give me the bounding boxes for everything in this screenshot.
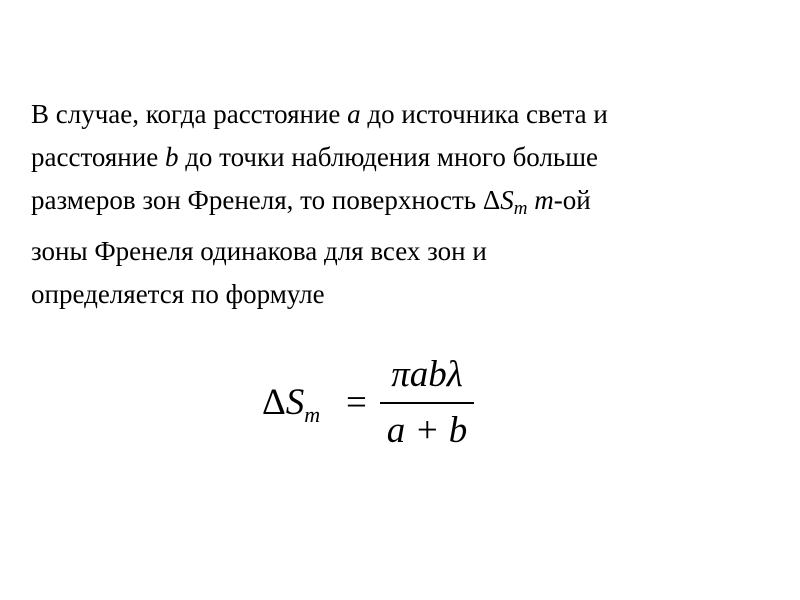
variable-m: m bbox=[534, 185, 554, 215]
text-segment: до точки наблюдения много больше bbox=[178, 142, 599, 172]
fraction bbox=[380, 353, 474, 453]
subscript-m: m bbox=[513, 198, 528, 219]
fraction-bar bbox=[380, 402, 474, 404]
variable-b: b bbox=[164, 142, 179, 172]
variable-s: S bbox=[500, 185, 514, 215]
text-segment: В случае, когда расстояние bbox=[31, 99, 348, 129]
text-line-3 bbox=[31, 179, 771, 230]
formula-lhs bbox=[262, 381, 320, 428]
formula-subscript-m: m bbox=[304, 402, 321, 427]
text-line-4: зоны Френеля одинакова для всех зон и bbox=[31, 236, 487, 266]
text-line-2 bbox=[31, 136, 771, 179]
formula-variable-s: S bbox=[285, 382, 305, 423]
text-paragraph bbox=[31, 93, 771, 316]
variable-a: a bbox=[347, 99, 361, 129]
area-formula bbox=[262, 353, 492, 453]
text-segment: расстояние bbox=[31, 142, 165, 172]
text-segment: размеров зон Френеля, то поверхность Δ bbox=[31, 185, 501, 215]
text-line-5: определяется по формуле bbox=[31, 279, 325, 309]
text-line-1 bbox=[31, 93, 771, 136]
equals-sign: = bbox=[346, 382, 367, 423]
fraction-denominator: a + b bbox=[386, 410, 468, 451]
delta-symbol: Δ bbox=[262, 382, 286, 423]
fraction-numerator: πabλ bbox=[391, 354, 463, 395]
text-segment: до источника света и bbox=[360, 99, 608, 129]
text-segment: -ой bbox=[553, 185, 591, 215]
